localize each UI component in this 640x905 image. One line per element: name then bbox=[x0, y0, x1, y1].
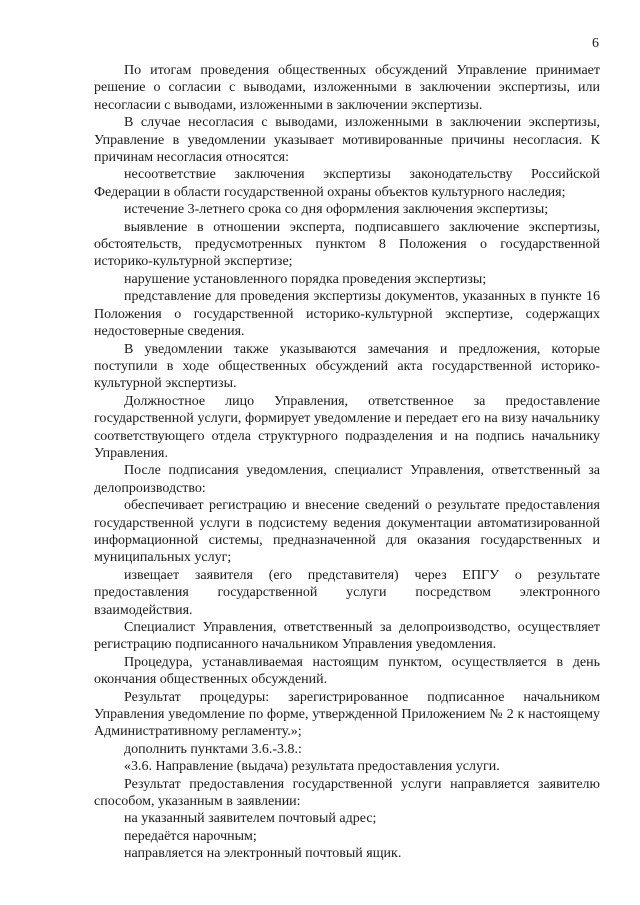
paragraph-add-points: дополнить пунктами 3.6.-3.8.: bbox=[124, 741, 302, 757]
page-number: 6 bbox=[592, 36, 599, 51]
paragraph-decision: По итогам проведения общественных обсуждений Управление принимает решение о согласии с выводами, изложенными в заключении экспертизы, или несогласии с выводами, изложенными в заключении экспертизы. bbox=[94, 63, 600, 113]
paragraph-after-signing: После подписания уведомления, специалист Управления, ответственный за делопроизводство: bbox=[94, 463, 600, 496]
list-item-inconsistency: несоответствие заключения экспертизы законодательству Российской Федерации в области государственной охраны объектов культурного наследия; bbox=[94, 167, 600, 200]
list-item-procedure-violation: нарушение установленного порядка проведения экспертизы; bbox=[124, 271, 487, 287]
list-item-by-courier: передаётся нарочным; bbox=[124, 828, 257, 844]
paragraph-procedure-result: Результат процедуры: зарегистрированное подписанное начальником Управления уведомление по форме, утвержденной Приложением № 2 к настоящему Административному регламенту.»; bbox=[94, 689, 600, 740]
list-item-notify-applicant: извещает заявителя (его представителя) через ЕПГУ о результате предоставления государственной услуги посредством электронного взаимодействия. bbox=[94, 567, 600, 618]
list-item-expert-circumstances: выявление в отношении эксперта, подписавшего заключение экспертизы, обстоятельств, предусмотренных пунктом 8 Положения о государственной историко-культурной экспертизе; bbox=[94, 219, 600, 270]
document-body bbox=[94, 62, 600, 863]
paragraph-disagreement-reasons: В случае несогласия с выводами, изложенными в заключении экспертизы, Управление в уведомлении указывает мотивированные причины несогласия. К причинам несогласия относятся: bbox=[94, 115, 600, 166]
paragraph-section-3-6: «3.6. Направление (выдача) результата предоставления услуги. bbox=[124, 759, 500, 775]
paragraph-procedure-day: Процедура, устанавливаемая настоящим пунктом, осуществляется в день окончания общественных обсуждений. bbox=[94, 654, 600, 688]
list-item-false-documents: представление для проведения экспертизы документов, указанных в пункте 16 Положения о государственной историко-культурной экспертизе, содержащих недостоверные сведения. bbox=[94, 289, 600, 340]
paragraph-specialist: Специалист Управления, ответственный за делопроизводство, осуществляет регистрацию подписанного начальником Управления уведомления. bbox=[94, 620, 600, 653]
paragraph-remarks: В уведомлении также указываются замечания и предложения, которые поступили в ходе общественных обсуждений акта государственной историко-культурной экспертизы. bbox=[94, 341, 600, 392]
list-item-expiry: истечение 3-летнего срока со дня оформления заключения экспертизы; bbox=[124, 202, 549, 218]
paragraph-official: Должностное лицо Управления, ответственное за предоставление государственной услуги, формирует уведомление и передает его на визу начальнику соответствующего отдела структурного подразделения и на подпись начальнику Управления. bbox=[94, 393, 600, 461]
list-item-registration: обеспечивает регистрацию и внесение сведений о результате предоставления государственной услуги в подсистему ведения документации автоматизированной информационной системы, предназначенной для оказания государственных и муниципальных услуг; bbox=[94, 498, 600, 566]
paragraph-result-delivery: Результат предоставления государственной услуги направляется заявителю способом, указанным в заявлении: bbox=[94, 776, 600, 810]
list-item-email: направляется на электронный почтовый ящик. bbox=[124, 846, 402, 862]
list-item-postal-address: на указанный заявителем почтовый адрес; bbox=[124, 811, 377, 827]
